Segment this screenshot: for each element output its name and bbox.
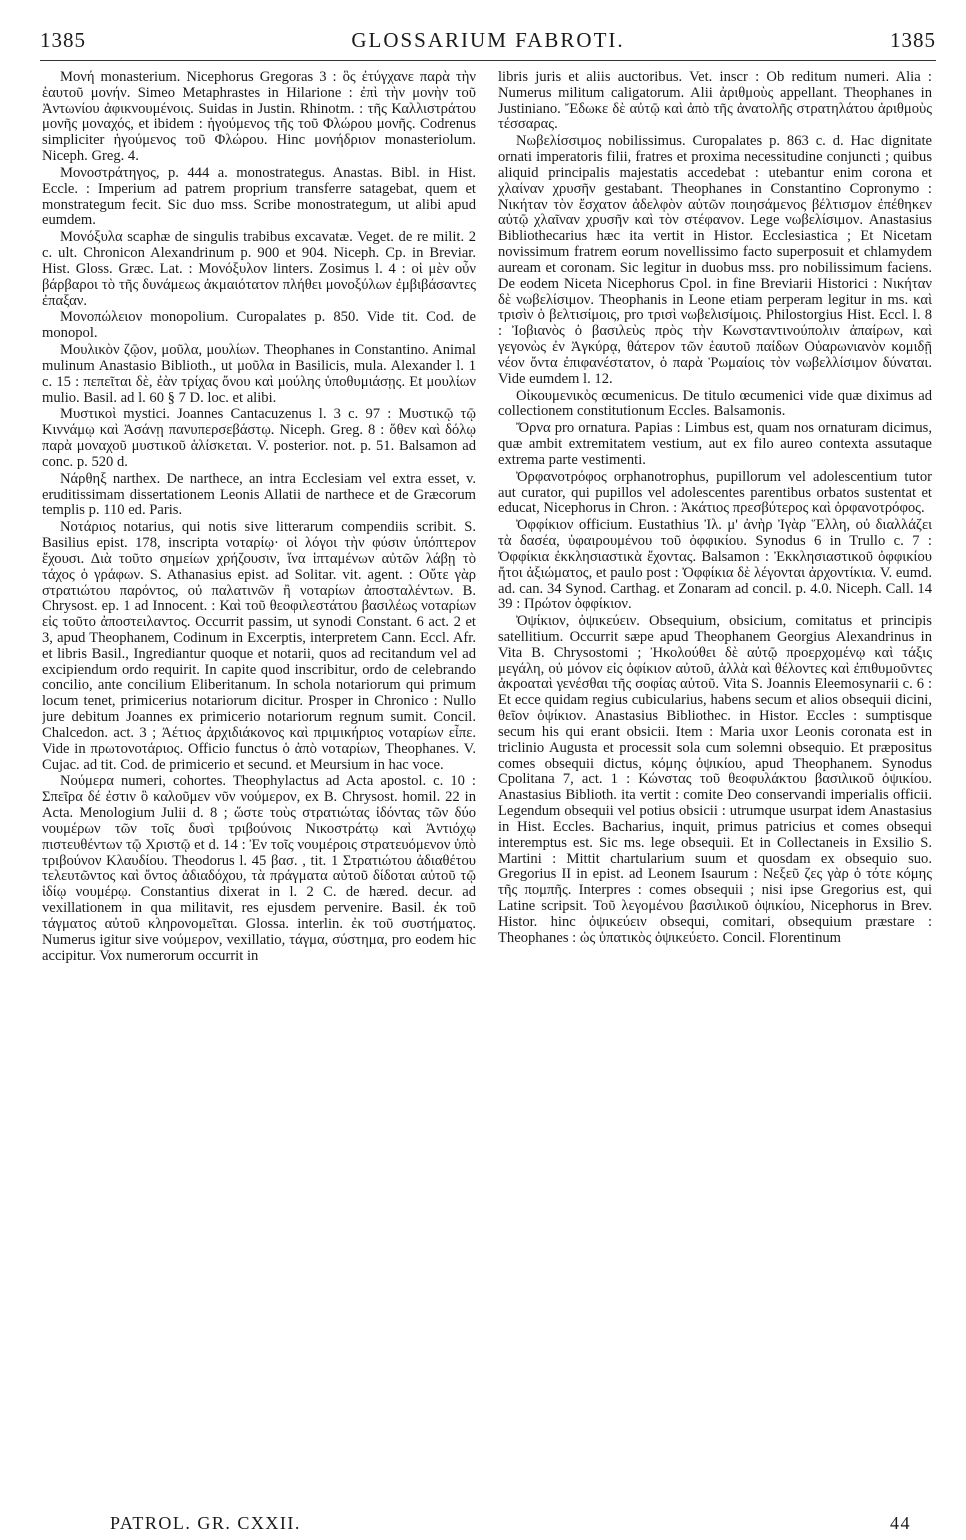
page-footer xyxy=(110,1513,911,1537)
entry-opsikion: Ὀψίκιον, ὀψικεύειν. Obsequium, obsicium, comitatus et principis satellitium. Occurrit sæpe apud Theophanem Georgius Alexandrinus in Vita B. Chrysostomi ; Ἠκολούθει δὲ αὐτῷ προερχομένῳ καὶ τάξις μεγάλη, οὐ μόνον εἰς ὀφίκιον αὐτοῦ, ἀλλὰ καὶ θέλοντες καὶ ἐπιθυμοῦντες ἀκροαταὶ γενέσθαι τῆς σοφίας αὐτοῦ. Vita S. Joannis Eleemosynarii c. 6 : Et ecce quidam regius cubicularius, habens secum et alios obsequii dicini, θεῖον ὀψίκιον. Anastasius Bibliothec. in Histor. Eccles : sumptisque secum his qui erant obsicii. Item : Maria uxor Leonis coronata est in triclinio Augusta et processit sola cum solemni obsequio. Et præpositus comes obsequii dictus, κόμης ὀψικίου, apud Theophanem. Synodus Cpolitana 7, act. 1 : Κώνστας τοῦ θεοφυλάκτου βασιλικοῦ ὀψικίου. Anastasius Biblioth. ita vertit : comite Deo conservandi imperialis officii. Legendum obsequii vel potius obsicii : utrumque usurpat idem Anastasius in Hist. Eccles. Bacharius, inquit, primus patricius et comes obsequi interemptus est. Sic ms. lege obsequii. Et in Collectaneis in Exsilio S. Martini : Mittit chartularium suum et quosdam ex obsequio suo. Gregorius II in epist. ad Leonem Isaurum : Νεξεῦ ζες γὰρ ὁ τότε κόμης τῆς πομπῆς. Interpres : comes obsequii ; nisi ipse Gregorius est, qui Latine scripsit. Τοῦ λεγομένου βασιλικοῦ ὀψικίου, Nicephorus in Brev. Histor. hinc ὀψικεύειν obsequi, comitari, obsequium præstare : Theophanes : ὡς ὑπατικὸς ὀψικεύετο. Concil. Florentinum xyxy=(498,613,932,946)
entry-offikion: Ὀφφίκιον officium. Eustathius Ἰλ. μ' ἀνὴρ Ἰγὰρ Ἕλλη, οὐ διαλλάζει τὰ δασέα, ὑφαιρουμένου τοῦ ὀφφικίου. Synodus 6 in Trullo c. 7 : Ὀφφίκια ἐκκλησιαστικὰ ἔχοντας. Balsamon : Ἐκκλησιαστικοῦ ὀφφικίου ἤτοι ἀξιώματος, et paulo post : Ὀφφίκια δὲ λέγονται ἀρχοντίκια. V. eumd. ad. can. 34 Synod. Carthag. et Zonaram ad concil. p. 4.0. Niceph. Call. 14 39 : Πρώτον ὀφφίκιον. xyxy=(498,517,932,613)
entry-mystikoi: Μυστικοὶ mystici. Joannes Cantacuzenus l. 3 c. 97 : Μυστικῷ τῷ Κιννάμῳ καὶ Ἀσάνῃ πανυπερσεβάστῳ. Niceph. Greg. 8 : ὅθεν καὶ δόλῳ παρὰ μοναχοῦ μυστικοῦ ἁλίσκεται. V. posterior. not. p. 51. Balsamon ad conc. p. 520 d. xyxy=(42,406,476,470)
entry-monopoleion: Μονοπώλειον monopolium. Curopalates p. 850. Vide tit. Cod. de monopol. xyxy=(42,309,476,342)
footer-volume: PATROL. GR. CXXII. xyxy=(110,1513,301,1533)
entry-mone: Μονή monasterium. Nicephorus Gregoras 3 : ὃς ἐτύγχανε παρὰ τὴν ἑαυτοῦ μονήν. Simeo Metaphrastes in Hilarione : ἐπὶ τὴν μονὴν τοῦ Ἀντωνίου ἀφικνουμένοις. Suidas in Justin. Rhinotm. : τῆς Καλλιστράτου μονῆς μοναχός, et ibidem : ἡγούμενος τῆς τοῦ Φλώρου μονῆς. Codrenus simpliciter ἡγούμενος τοῦ Φλώρου. Hinc μονήδριον monasteriolum. Niceph. Greg. 4. xyxy=(42,70,476,165)
entry-noumera-continued: libris juris et aliis auctoribus. Vet. inscr : Ob reditum numeri. Alia : Numerus militum caligatorum. Alii ἀριθμοὺς appellant. Theophanes in Justiniano. Ἔδωκε δὲ αὐτῷ καὶ ἀπὸ τῆς ἀνατολῆς στρατηλάτου ἀριθμοὺς τέσσαρας. xyxy=(498,70,932,133)
running-title: GLOSSARIUM FABROTI. xyxy=(351,28,625,52)
header-rule xyxy=(40,60,936,61)
running-header xyxy=(40,28,936,56)
entry-oikoumenikos: Οἰκουμενικὸς œcumenicus. De titulo œcumenici vide quæ diximus ad collectionem constitutionum Eccles. Balsamonis. xyxy=(498,387,932,420)
left-column xyxy=(42,70,476,1510)
entry-orna: Ὄρνα pro ornatura. Papias : Limbus est, quam nos ornaturam dicimus, quæ ambit extremitatem vestium, aut ex filo aureo contexta assutaque extrema parte vestimenti. xyxy=(498,420,932,468)
entry-narthex: Νάρθηξ narthex. De narthece, an intra Ecclesiam vel extra esset, v. eruditissimam dissertationem Leonis Allatii de narthece et de Græcorum templis p. 110 ed. Paris. xyxy=(42,470,476,519)
page-number-right: 1385 xyxy=(890,28,936,52)
entry-nobelissimos: Νωβελίσσιμος nobilissimus. Curopalates p. 863 c. d. Hac dignitate ornati imperatoris filii, fratres et proxima necessitudine conjuncti ; quibus aliquid principalis majestatis accedebat : utebantur enim corona et χλαίναν χρυσῆν gestabant. Theophanes in Constantino Copronymo : Νικήταν τὸν ἔσχατον ἀδελφὸν αὐτῶν ποιησάμενος βέλτισμον ἐπέθηκεν αὐτῷ χλαῖναν χρυσῆν καὶ τὸν στέφανον. Lege νωβελίσιμον. Anastasius Bibliothecarius hæc ita vertit in Histor. Ecclesiastica ; Et Nicetam novissimum fratrem eorum novellissimo facto superposuit et chlamydem auream et coronam. Sic legitur in duobus mss. pro nobilissimum faciens. De eodem Niceta Nicephorus Cpol. in fine Breviarii Historici : Νικήταν δὲ νωβελίσιμον. Theophanis in Leone etiam perperam legitur in ms. καὶ τρισὶν ὁ βελτισίμοις, pro τρισὶ νωβελισίμοις. Philostorgius Hist. Eccl. l. 8 : Ἰοβιανὸς ὁ βασιλεὺς πρὸς τὴν Κωνσταντινούπολιν ἀπαίρων, καὶ γεγονὼς ἐν Ἀγκύρᾳ, θάτερον τῶν ἑαυτοῦ παίδων Οὐαρωνιανὸν κομιδῇ νέον ὄντα ἐπιφανέστατον, ὁ παρὰ Ῥωμαίοις τὸν νωβελλίσιμον δύναται. Vide eumdem l. 12. xyxy=(498,133,932,387)
entry-notarios: Νοτάριος notarius, qui notis sive litterarum compendiis scribit. S. Basilius epist. 178, inscripta νοταρίῳ· οἱ λόγοι τὴν φύσιν ὑπόπτερον ἔχουσι. Διὰ τοῦτο σημείων χρήζουσιν, ἵνα ἱπταμένων αὐτῶν λάβῃ τὸ τάχος ὁ γράφων. S. Athanasius epist. ad Solitar. vit. agent. : Οὔτε γὰρ στρατιώτου παρόντος, οὐ παλατινῶν ἢ νοταρίων ἀποσταλέντων. B. Chrysost. ep. 1 ad Innocent. : Καὶ τοῦ θεοφιλεστάτου βασιλέως νοταρίων εἰς τοῦτο ἀποστειλαντος. Occurrit passim, ut synodi Constant. 6 act. 2 et 3, apud Theophanem, Codinum in Excerptis, interpretem Cann. Eccl. Afr. et libris Basil., Ingrediantur quoque et notarii, quos ad recitandum vel ad excipiendum ordo requirit. In capite quod inscribitur, ordo de celebrando concilio, ante concilium Eliberitanum. In schola notariorum qui primum locum tenet, primicerius notariorum dicitur. Prosper in Chronico : Nullo jure debitum Joannes ex primicerio notariorum regnum sumit. Concil. Chalcedon. act. 3 ; Ἀέτιος ἀρχιδιάκονος καὶ πριμικήριος νοταρίων εἶπε. Vide in πρωτονοτάριος. Officio functus ὁ ἀπὸ νοταρίων, Theophanes. V. Cujac. ad tit. Cod. de primicerio et secund. et Meursium in hac voce. xyxy=(42,519,476,773)
page-number-left: 1385 xyxy=(40,28,86,52)
entry-moulikon: Μουλικὸν ζῷον, μοῦλα, μουλίων. Theophanes in Constantino. Animal mulinum Anastasio Biblioth., ut μοῦλα in Basilicis, mula. Alexander l. 1 c. 15 : πεπεῖται δὲ, ἐὰν τρίχας ὄνου καὶ μούλης ὑποθυμιάσῃς. Et μουλίων mulio. Basil. ad l. 60 § 7 D. loc. et alibi. xyxy=(42,342,476,406)
entry-orphanotrophos: Ὀρφανοτρόφος orphanotrophus, pupillorum vel adolescentium tutor aut curator, qui pupillos vel adolescentes parentibus orbatos sustentat et educat, Nicephorus in Chron. : Ἀκάτιος πρεσβύτερος καὶ ὀρφανοτρόφος. xyxy=(498,468,932,517)
footer-signature: 44 xyxy=(890,1513,911,1533)
right-column xyxy=(498,70,932,1510)
entry-monoxyla: Μονόξυλα scaphæ de singulis trabibus excavatæ. Veget. de re milit. 2 c. ult. Chronicon Alexandrinum p. 900 et 904. Niceph. Cp. in Breviar. Hist. Gloss. Græc. Lat. : Μονόξυλον linters. Zosimus l. 4 : οἱ μὲν οὖν βάρβαροι τὸ τῆς δυνάμεως ἀκμαιότατον πλήθει μονοξύλων ἐμβιβάσαντες ἐπαξαν. xyxy=(42,229,476,309)
entry-noumera: Νούμερα numeri, cohortes. Theophylactus ad Acta apostol. c. 10 : Σπεῖρα δέ ἐστιν ὃ καλοῦμεν νῦν νούμερον, ex B. Chrysost. homil. 22 in Acta. Menologium Julii d. 8 ; ὥστε τοὺς στρατιώτας ἰδόντας τῶν δύο νουμέρων τῶν τοῖς δυσὶ τριβούνοις Νικοστράτῳ καὶ Ἀντιόχῳ πιστευθέντων τῷ Χριστῷ et d. 14 : Ἐν τοῖς νουμέροις στρατευόμενον ὑπὸ τριβούνον Κλαυδίου. Theodorus l. 45 βασ. , tit. 1 Στρατιώτου ἀδιαθέτου τελευτῶντος καὶ ὄντος ἀδιαδόχου, τὰ πράγματα αὐτοῦ δίδοται αὐτοῦ τῷ ἰδίῳ νουμέρῳ. Constantius dixerat in l. 2 C. de hæred. decur. ad vexillationem in qua militavit, res ejusdem pervenire. Basil. ἐκ τοῦ τάγματος αὐτοῦ κληρονομεῖται. Glossa. interlin. ἐκ τοῦ συστήματος. Numerus igitur sive νούμερον, vexillatio, τάγμα, σύστημα, pro eodem hic accipitur. Vox numerorum occurrit in xyxy=(42,773,476,964)
entry-monostrategos: Μονοστράτηγος, p. 444 a. monostrategus. Anastas. Bibl. in Hist. Eccle. : Imperium ad patrem proprium transferre satagebat, quem et monstrategum fecit. Sic duo mss. Scribe monostrategum, ut alibi apud eumdem. xyxy=(42,164,476,229)
